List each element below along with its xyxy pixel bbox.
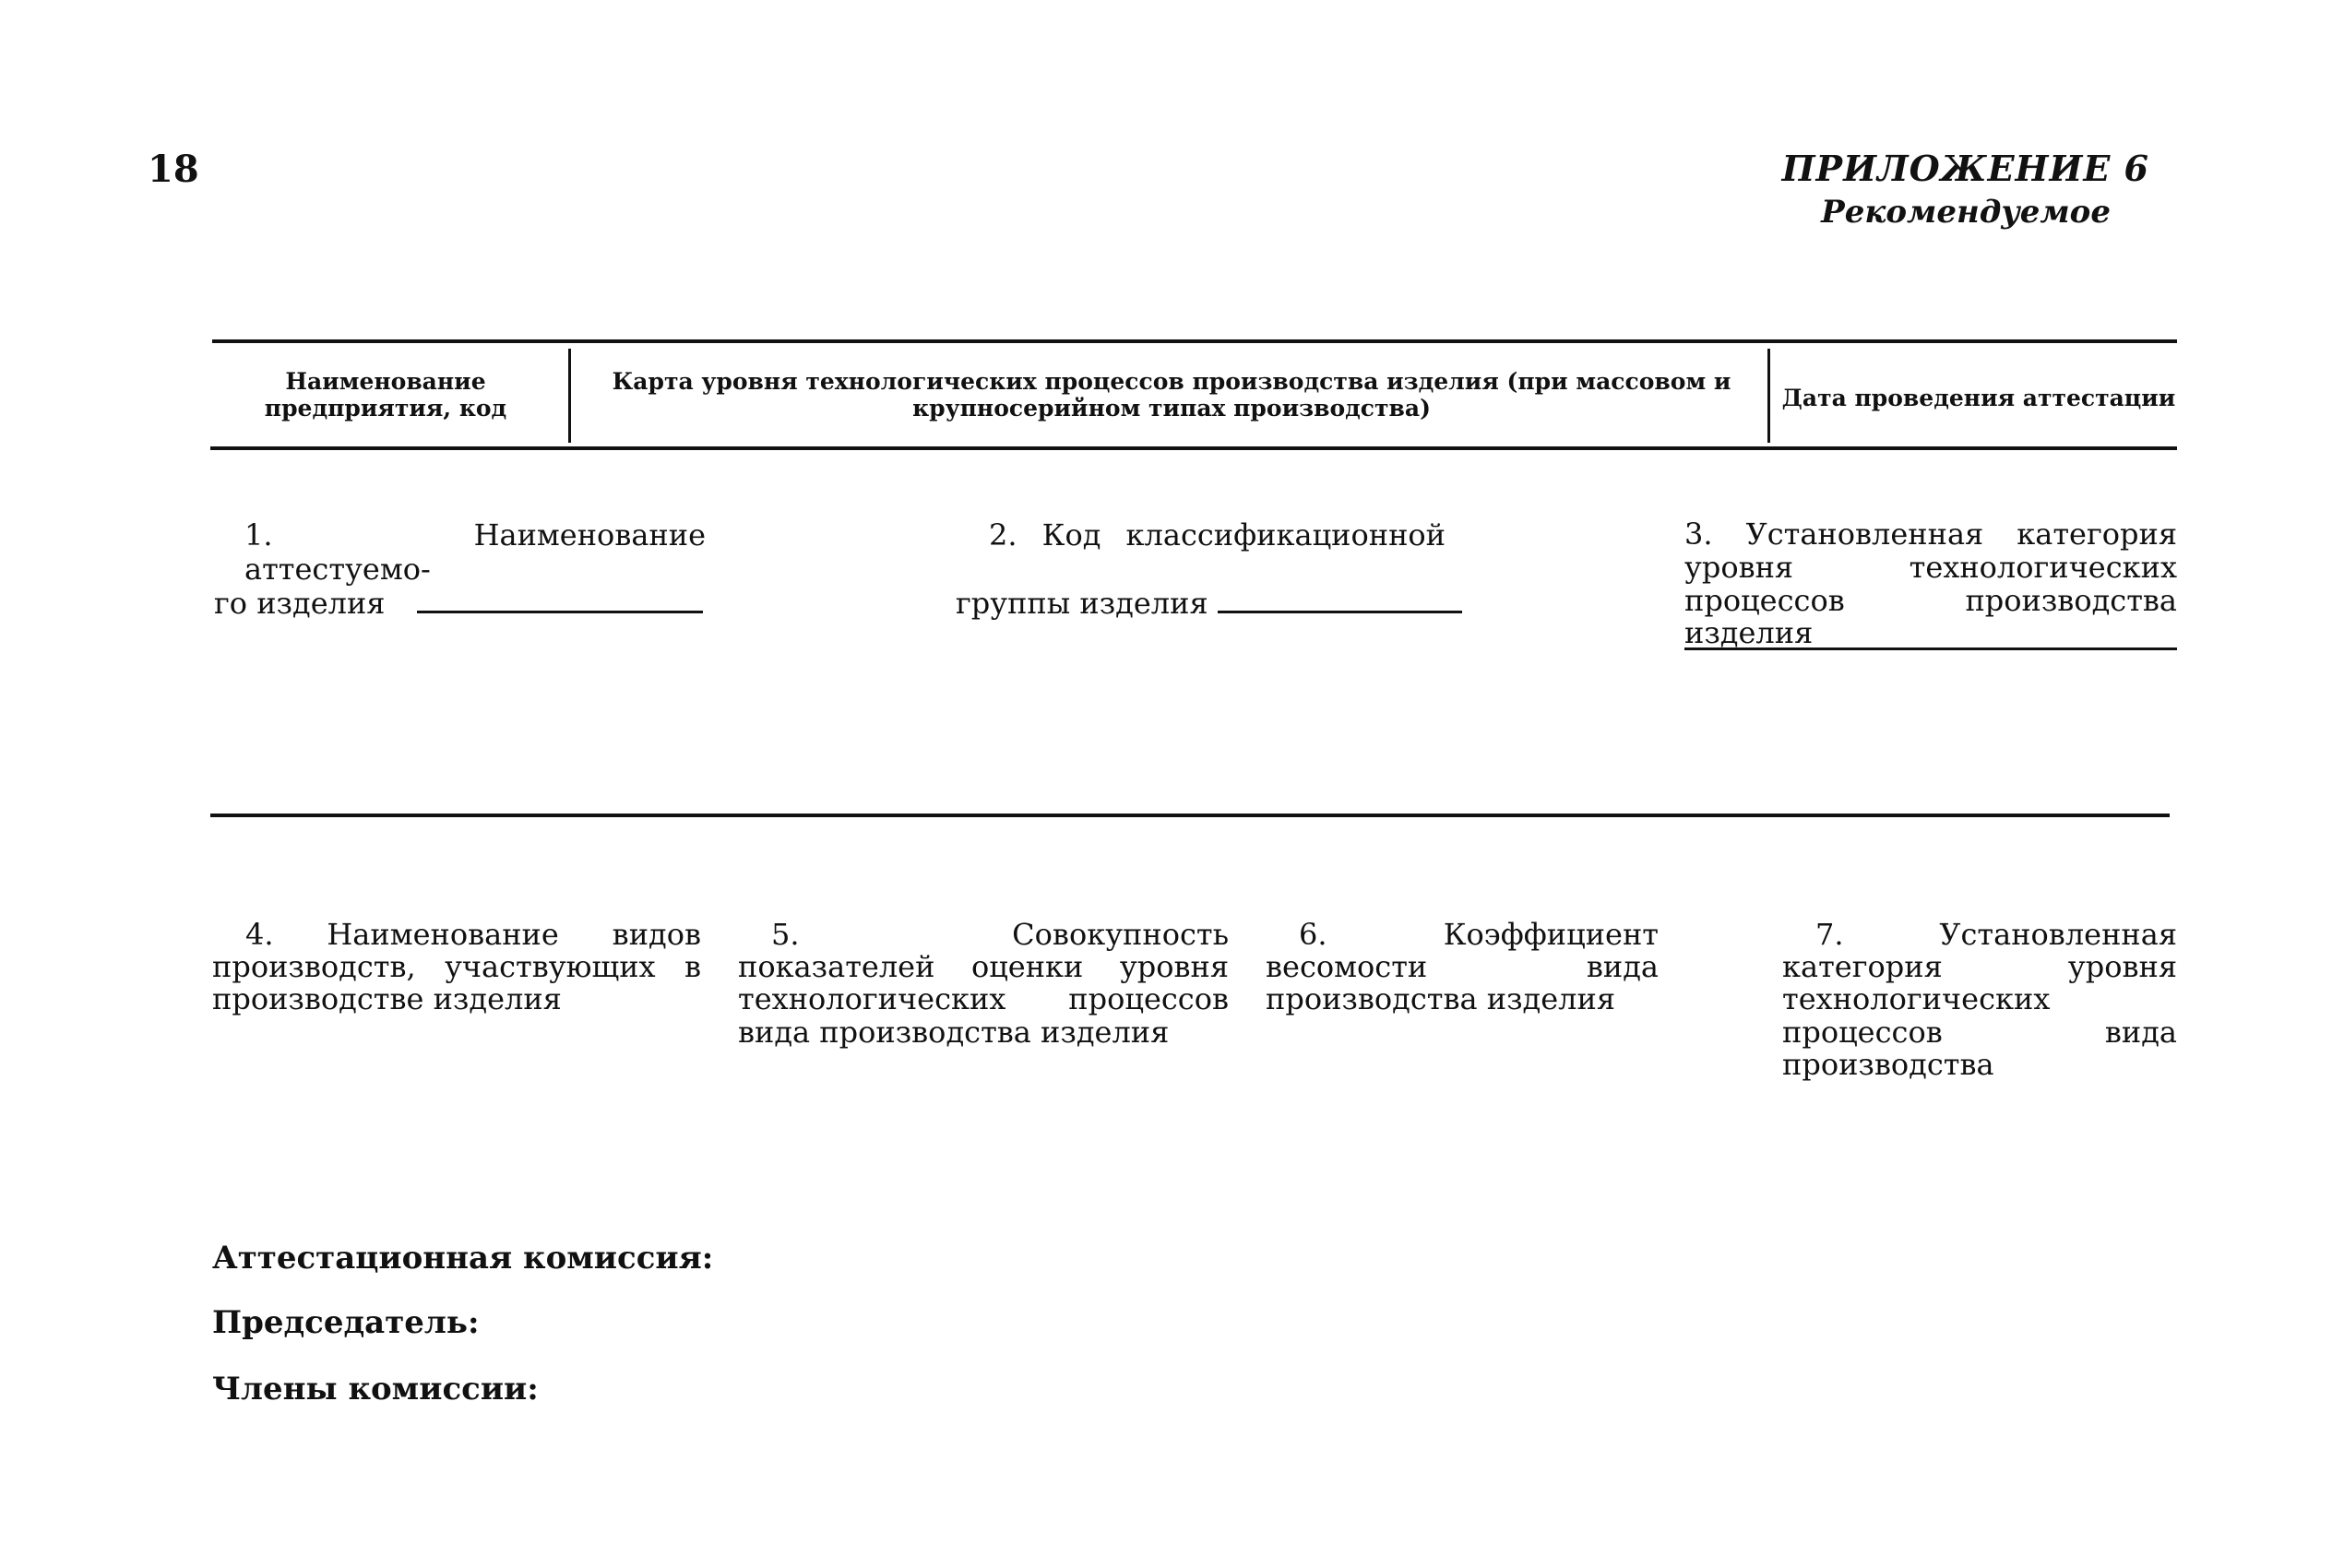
header-date-cell: Дата проведения аттестации	[1781, 385, 2176, 411]
field-5: 5. Совокупность показателей оценки уровня технологических процессов вида производства изделия	[738, 917, 1229, 1050]
commission-members: Члены комиссии:	[212, 1371, 539, 1408]
commission-title: Аттестационная комиссия:	[212, 1240, 714, 1277]
header-divider-2	[1767, 349, 1770, 443]
page-number: 18	[148, 148, 199, 191]
appendix-title: ПРИЛОЖЕНИЕ 6	[1781, 148, 2149, 189]
field-3: 3. Установленная категория уровня технологических процессов производства изделия	[1684, 517, 2177, 651]
section-rule	[210, 814, 2170, 817]
field-6: 6. Коэффициент весомости вида производства изделия	[1266, 917, 1659, 1017]
field-4: 4. Наименование видов производств, участвующих в производстве изделия	[212, 917, 701, 1017]
field-7: 7. Установленная категория уровня технологических процессов вида производства	[1782, 917, 2177, 1082]
header-card-title-cell: Карта уровня технологических процессов производства изделия (при массовом и крупносерийном типах производства)	[612, 368, 1731, 422]
field-1-label: го изделия	[214, 586, 386, 621]
field-1-line-2	[214, 587, 712, 621]
field-2-label: группы изделия	[956, 586, 1208, 621]
header-bottom-rule	[210, 446, 2177, 450]
header-enterprise-cell: Наименование предприятия, код	[264, 368, 507, 422]
field-2-line-2	[956, 587, 1454, 621]
commission-chairman: Председатель:	[212, 1304, 480, 1341]
field-1-blank[interactable]	[417, 611, 703, 613]
field-2-line-1: 2. Код классификационной	[989, 517, 1446, 552]
field-1-line-1: 1. Наименование аттестуемо-	[244, 517, 706, 587]
field-3-blank[interactable]	[1684, 647, 2177, 650]
header-top-rule	[212, 339, 2177, 343]
header-divider-1	[568, 349, 571, 443]
field-2-blank[interactable]	[1218, 611, 1462, 613]
appendix-subtitle: Рекомендуемое	[1821, 194, 2111, 231]
